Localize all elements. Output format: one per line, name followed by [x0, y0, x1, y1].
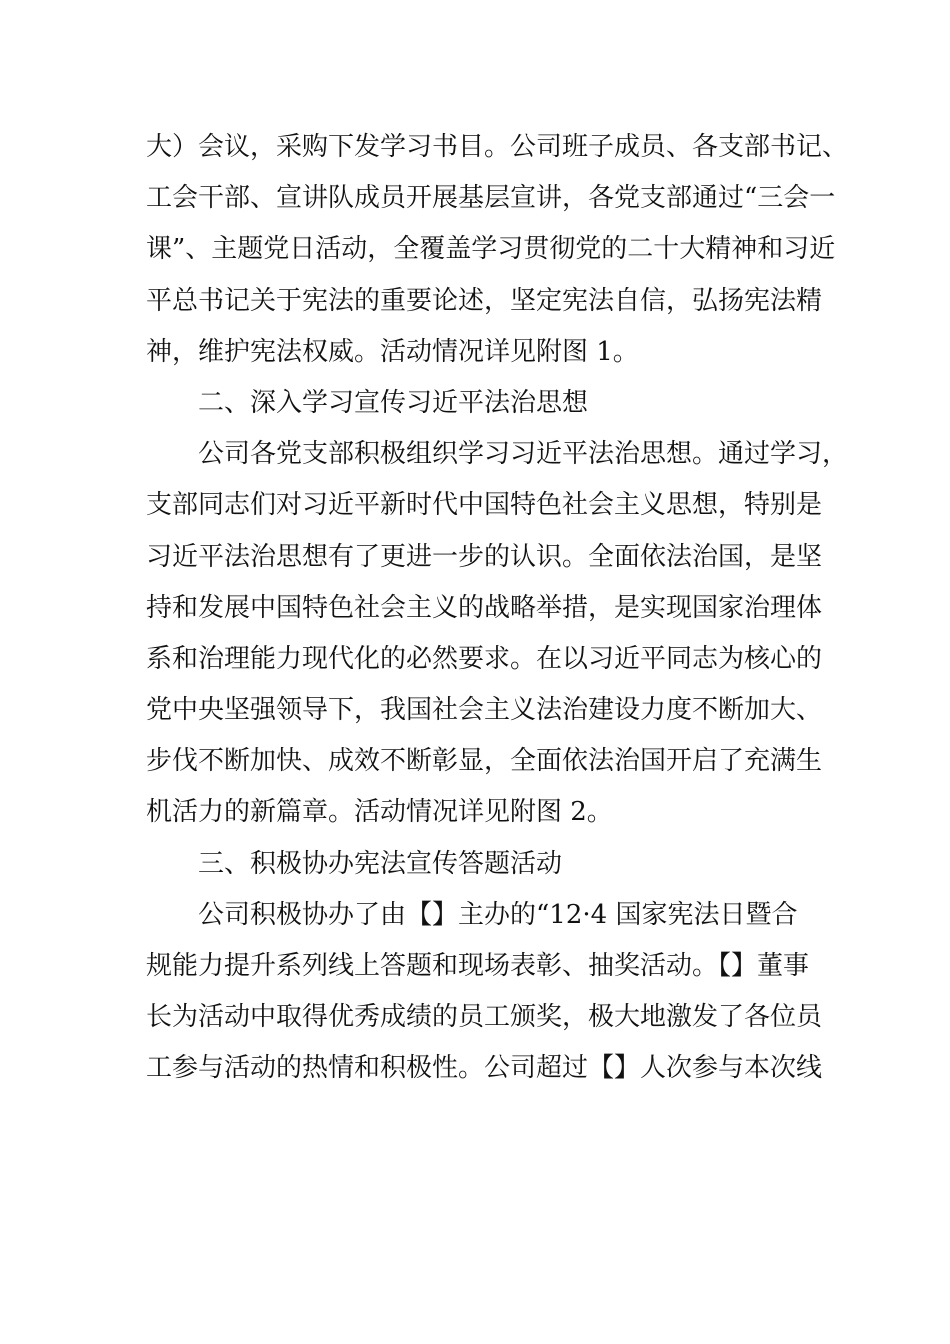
text-line: 三、积极协办宪法宣传答题活动 — [198, 848, 563, 879]
text-line: 公司各党支部积极组织学习习近平法治思想。通过学习， — [198, 439, 849, 470]
text-line: 工参与活动的热情和积极性。公司超过【】人次参与本次线 — [146, 1053, 823, 1084]
text-line: 机活力的新篇章。活动情况详见附图 2。 — [146, 797, 613, 828]
text-line: 工会干部、宣讲队成员开展基层宣讲，各党支部通过“三会一 — [146, 183, 836, 214]
text-line: 系和治理能力现代化的必然要求。在以习近平同志为核心的 — [146, 643, 823, 674]
text-line: 长为活动中取得优秀成绩的员工颁奖，极大地激发了各位员 — [146, 1002, 823, 1033]
text-line: 党中央坚强领导下，我国社会主义法治建设力度不断加大、 — [146, 695, 823, 726]
text-line: 支部同志们对习近平新时代中国特色社会主义思想，特别是 — [146, 490, 823, 521]
text-line: 持和发展中国特色社会主义的战略举措，是实现国家治理体 — [146, 592, 823, 623]
text-line: 二、深入学习宣传习近平法治思想 — [198, 387, 589, 418]
text-line: 公司积极协办了由【】主办的“12·4 国家宪法日暨合 — [198, 899, 798, 930]
text-line: 习近平法治思想有了更进一步的认识。全面依法治国，是坚 — [146, 541, 823, 572]
text-line: 步伐不断加快、成效不断彰显，全面依法治国开启了充满生 — [146, 746, 823, 777]
text-line: 规能力提升系列线上答题和现场表彰、抽奖活动。【】董事 — [146, 951, 810, 981]
text-line: 平总书记关于宪法的重要论述，坚定宪法自信，弘扬宪法精 — [146, 285, 823, 316]
text-line: 课”、主题党日活动，全覆盖学习贯彻党的二十大精神和习近 — [146, 234, 836, 265]
document-body — [146, 122, 849, 1095]
text-line: 神，维护宪法权威。活动情况详见附图 1。 — [146, 336, 639, 367]
text-line: 大）会议，采购下发学习书目。公司班子成员、各支部书记、 — [146, 132, 849, 162]
